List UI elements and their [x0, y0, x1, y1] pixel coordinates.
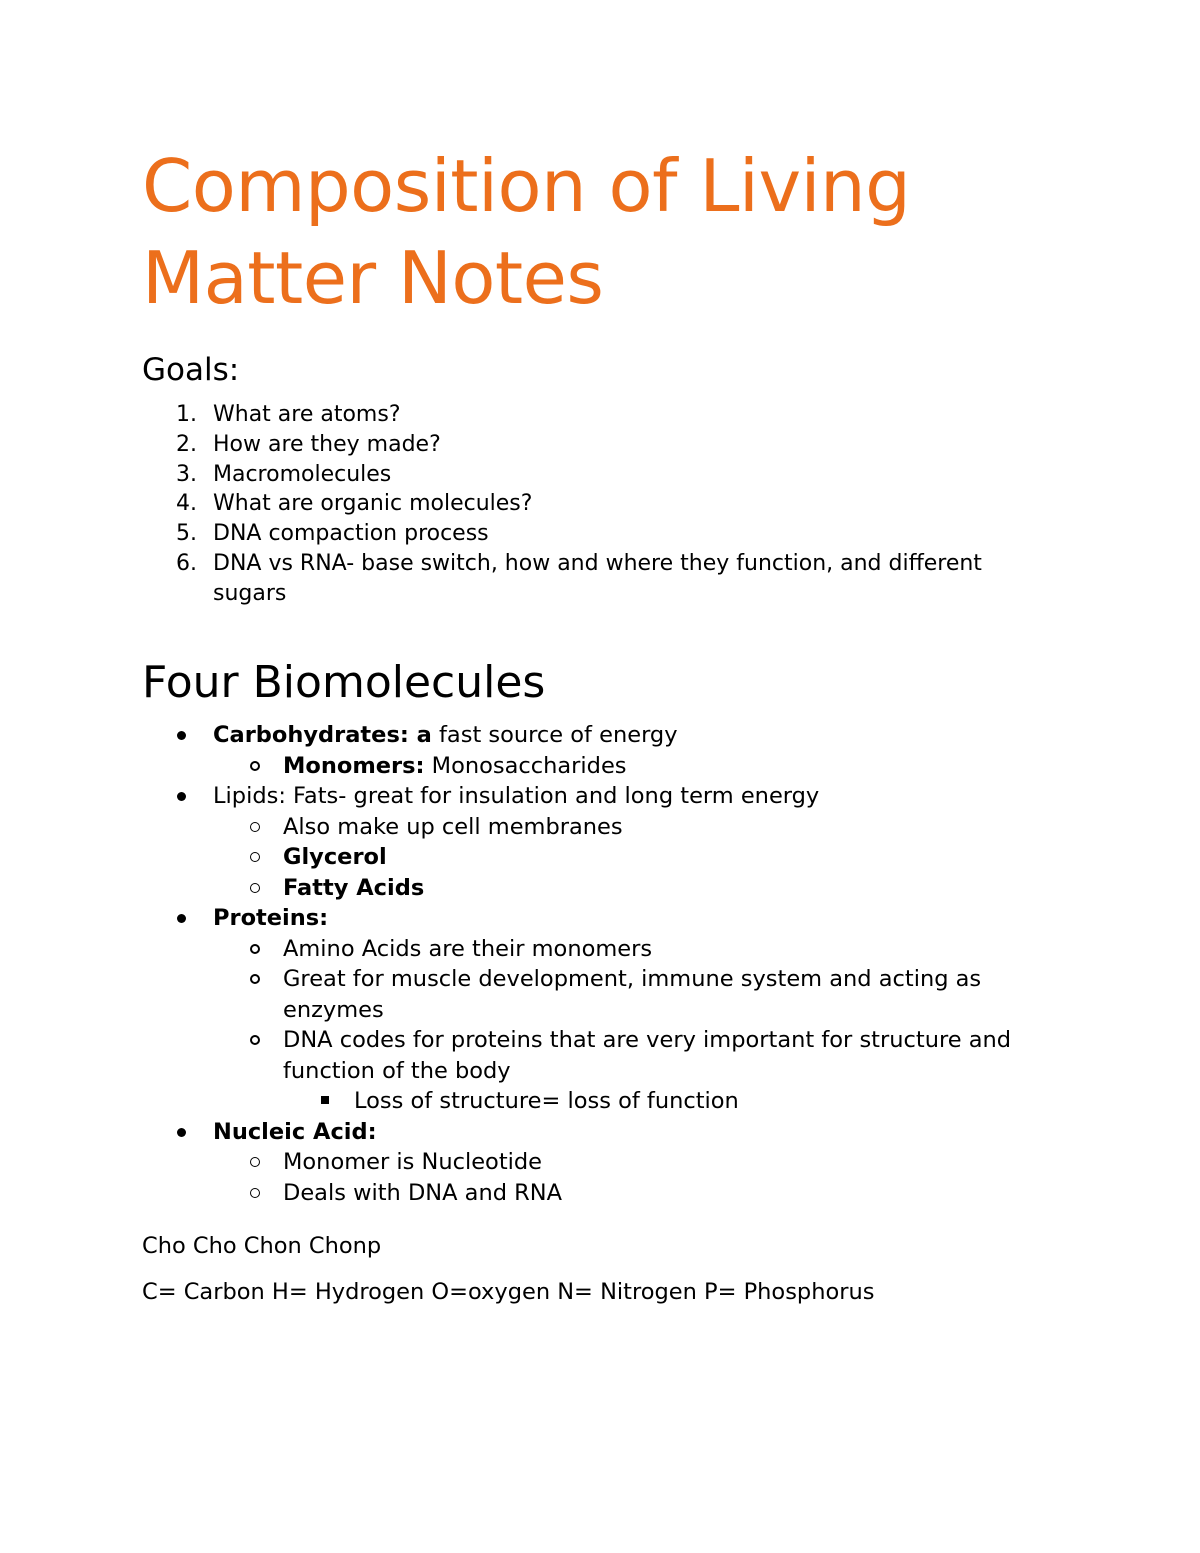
goal-text: How are they made?: [213, 431, 441, 457]
list-item-proteins-sub: [142, 1025, 1062, 1086]
nucleic-sub-text: Deals with DNA and RNA: [283, 1179, 563, 1206]
bullet-circle-icon: [250, 883, 260, 893]
goal-text: What are organic molecules?: [213, 491, 533, 517]
bullet-circle-icon: [250, 1157, 260, 1167]
list-item-lipids-sub: [142, 873, 1062, 904]
list-item-proteins-sub: [142, 934, 1062, 965]
biomolecules-list: [142, 720, 1062, 1208]
page-title: Composition of Living Matter Notes: [142, 144, 911, 320]
bullet-circle-icon: [250, 761, 260, 771]
bullet-disc-icon: [177, 731, 186, 740]
goal-number: 3.: [176, 461, 197, 487]
bullet-disc-icon: [177, 914, 186, 923]
goal-item: [142, 400, 1062, 430]
goal-text: DNA compaction process: [213, 521, 489, 547]
goal-item: [142, 430, 1062, 460]
list-item-proteins: [142, 903, 1062, 934]
goal-item: [142, 549, 1062, 609]
goals-list: [142, 400, 1062, 609]
bullet-disc-icon: [177, 792, 186, 801]
bullet-circle-icon: [250, 1035, 260, 1045]
list-item-nucleic-sub: [142, 1178, 1062, 1209]
lipids-text: Lipids: Fats- great for insulation and long term energy: [213, 783, 820, 809]
bullet-circle-icon: [250, 1188, 260, 1198]
goal-item: [142, 519, 1062, 549]
list-item-proteins-sub: [142, 964, 1062, 1025]
biomolecules-heading: Four Biomolecules: [142, 657, 546, 708]
proteins-sub-text: Amino Acids are their monomers: [283, 935, 653, 962]
bullet-circle-icon: [250, 944, 260, 954]
proteins-sub-text: DNA codes for proteins that are very important for structure and function of the body: [283, 1027, 1012, 1084]
goal-text: What are atoms?: [213, 402, 401, 427]
lipids-sub-text: Also make up cell membranes: [283, 813, 623, 840]
goals-heading: Goals:: [142, 352, 240, 388]
carbohydrates-text: fast source of energy: [431, 722, 678, 748]
goal-number: 5.: [176, 521, 197, 547]
list-item-proteins-subsub: [142, 1086, 1062, 1117]
list-item-carbohydrates: [142, 720, 1062, 751]
goal-number: 6.: [176, 550, 197, 576]
bullet-circle-icon: [250, 852, 260, 862]
proteins-sub-text: Great for muscle development, immune system and acting as enzymes: [283, 966, 982, 1023]
mnemonic-text: Cho Cho Chon Chonp: [142, 1233, 382, 1259]
goal-number: 4.: [176, 491, 197, 517]
proteins-subsub-text: Loss of structure= loss of function: [354, 1088, 739, 1114]
list-item-lipids-sub: [142, 812, 1062, 843]
bullet-disc-icon: [177, 1128, 186, 1137]
bullet-circle-icon: [250, 822, 260, 832]
lipids-sub-text: Fatty Acids: [283, 874, 425, 901]
proteins-label: Proteins:: [213, 905, 329, 931]
monomers-label: Monomers:: [283, 752, 425, 779]
carbohydrates-label: Carbohydrates: a: [213, 722, 432, 748]
goal-text: Macromolecules: [213, 461, 392, 487]
bullet-square-icon: [321, 1096, 329, 1104]
goal-item: [142, 460, 1062, 490]
list-item-monomers: [142, 751, 1062, 782]
list-item-nucleic-sub: [142, 1147, 1062, 1178]
goal-number: 2.: [176, 431, 197, 457]
nucleic-sub-text: Monomer is Nucleotide: [283, 1149, 543, 1175]
list-item-nucleic-acid: [142, 1117, 1062, 1148]
list-item-lipids-sub: [142, 842, 1062, 873]
bullet-circle-icon: [250, 974, 260, 984]
elements-text: C= Carbon H= Hydrogen O=oxygen N= Nitrogen P= Phosphorus: [142, 1279, 875, 1305]
goal-text: DNA vs RNA- base switch, how and where they function, and different sugars: [213, 550, 982, 606]
goal-item: [142, 489, 1062, 519]
nucleic-label: Nucleic Acid:: [213, 1118, 377, 1145]
lipids-sub-text: Glycerol: [283, 844, 387, 870]
monomers-text: Monosaccharides: [424, 752, 627, 779]
list-item-lipids: [142, 781, 1062, 812]
goal-number: 1.: [176, 402, 197, 427]
